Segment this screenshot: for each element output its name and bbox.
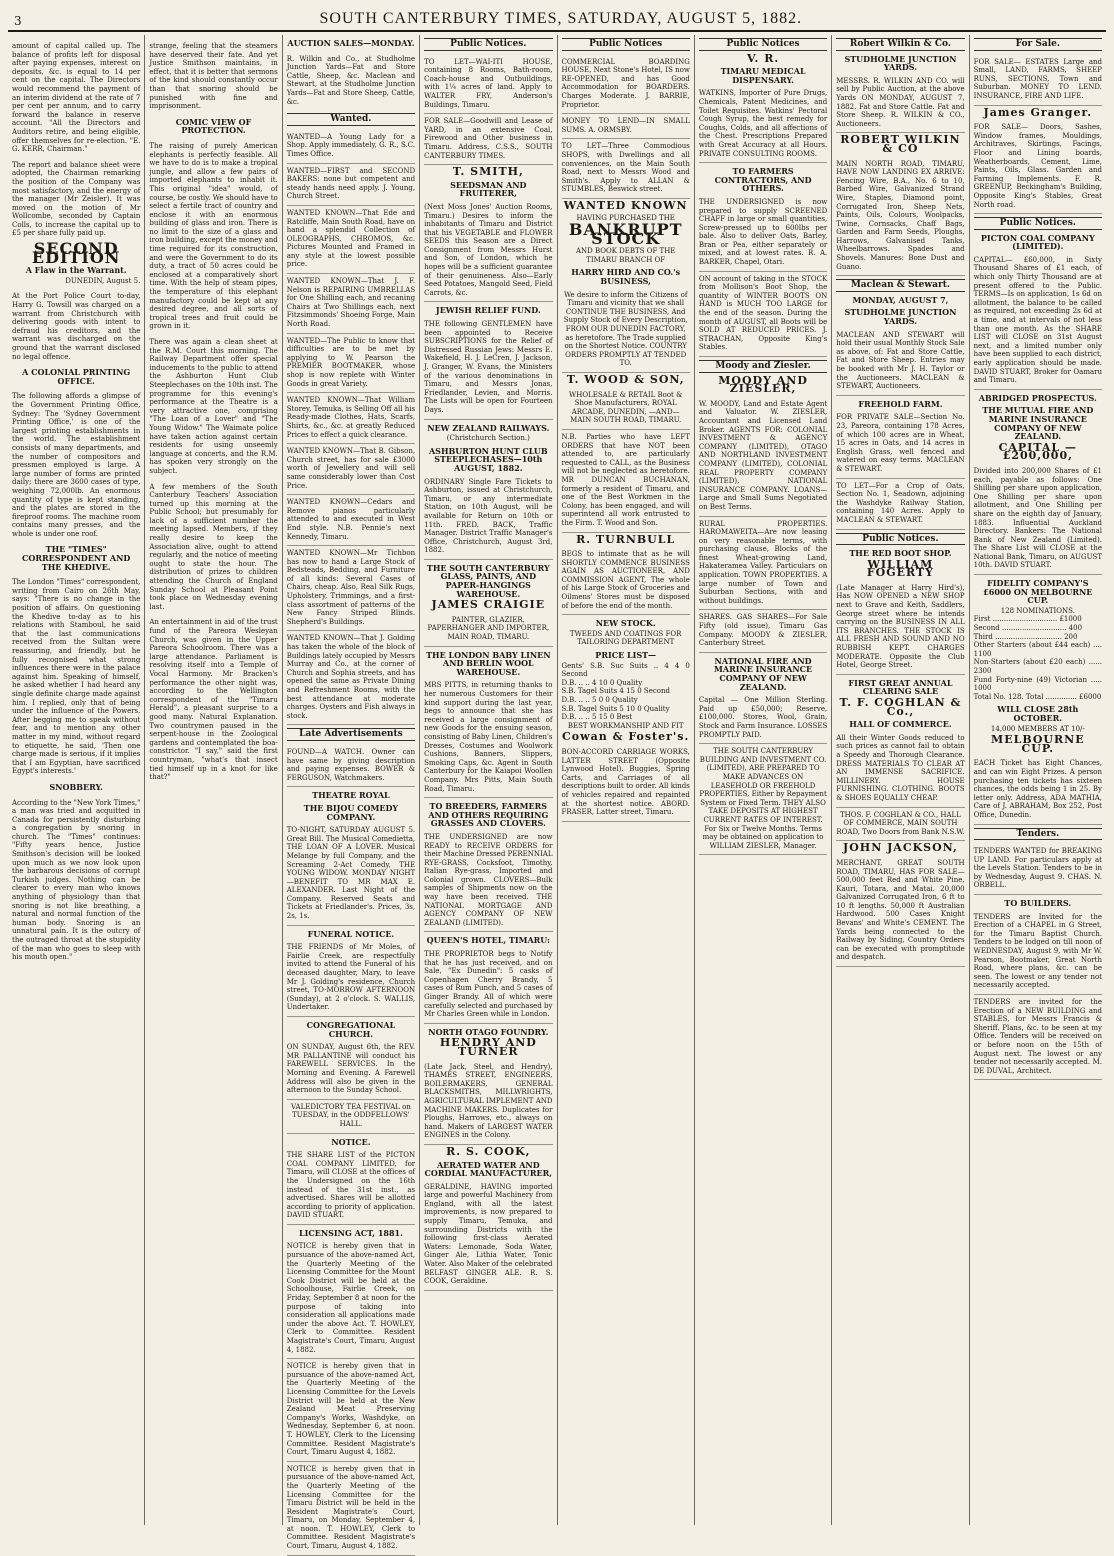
church-heading: CONGREGATIONAL CHURCH.: [306, 1020, 396, 1039]
prize-row: Second ............................. 400: [973, 624, 1083, 633]
yards-heading: STUDHOLME JUNCTION YARDS.: [844, 307, 957, 327]
licensing-heading: LICENSING ACT, 1881.: [299, 1227, 403, 1238]
licensing-notice: NOTICE is hereby given that in pursuance of the above-named Act, the Quarterly Meeting of the Licensing Committee for the Timaru District will be held in the Resident Magistrate's Court, Timaru, on Monday, September 4, at noon. T. HOWLEY, Clerk to Committee. Resident Magistrate's Court, Timaru, August 4, 1882.: [287, 1462, 415, 1556]
firm-name: ROBERT WILKIN & CO: [840, 133, 961, 155]
firm-name: R. S. COOK,: [446, 1144, 531, 1158]
firm-ad: PAINTER, GLAZIER, PAPERHANGER AND IMPORTER, MAIN ROAD, TIMARU.: [424, 613, 552, 647]
notice-heading: NOTICE.: [331, 1136, 371, 1147]
prospectus: CAPITAL— £60,000, in Sixty Thousand Shares of £1 each, of which only Thirty Thousand are at present offered to the Public. TERMS—Is on application, 1s 6d on allotment, the balance to be called as required, not exceeding 2s 6d at a time, and at intervals of not less than one month. As the SHARE LIST will CLOSE on 31st August next, and a limited number only have been supplied to each district, early application should be made. DAVID STUART, Broker for Oamaru and Timaru.: [974, 253, 1102, 390]
newspaper-title: SOUTH CANTERBURY TIMES, SATURDAY, AUGUST 5, 1882.: [319, 10, 803, 27]
royal-cipher: V. R.: [746, 51, 780, 65]
article-text: strange, feeling that the steamers have deserved their fate. And yet Justice Smithson maintains, in effect, that it is better that sermons of the kind should constantly occur than that snoring should be punished with fine and imprisonment.: [149, 42, 278, 111]
column-7: [832, 35, 969, 1525]
article-text: The London "Times" correspondent, writing from Cairo on 26th May, says: "There is no change in the position of affairs. On questioning the Khedive to-day as to his relations with Stamboul, he said that the last communications received from the Sultan were reassuring, and friendly, but he fully recognised what strong influences there were in the palace against him. Speaking of himself, he asked whether I had heard any single definite charge made against him. I replied, only that of being under the influence of the Powers. After begging me to speak without fear, and to mention any other matter in my mind, without regard to etiquette, he said, 'Then one charge made is serious, if it implies that I am Egyptian, have sacrificed Egypt's interests.': [12, 578, 141, 776]
section-heading: Public Notices.: [974, 217, 1102, 230]
purchase-line: HAVING PURCHASED THE: [576, 213, 675, 222]
firm-ad: We desire to inform the Citizens of Timaru and vicinity that we shall CONTINUE THE BUSINESS, And Supply Stock of Every Description, FROM OUR DUNEDIN FACTORY, as heretofore. The Trade supplied on the Shortest Notice. COUNTRY ORDERS PROMPTLY AT TENDED TO.: [562, 288, 690, 373]
firm-note: N.B. Parties who have LEFT ORDERS that have NOT been attended to, are particularly requested to CALL, as the Business will not be neglected as heretofore. MR DUNCAN BUCHANAN, formerly a resident of Timaru, and one of the Best Workmen in the Colony, has been engaged, and will superintend all work entrusted to the Firm. T. Wood and Son.: [562, 430, 690, 533]
debts-line: AND BOOK DEBTS OF THE TIMARU BRANCH OF: [575, 247, 676, 264]
prize-row: Other Starters (about £44 each) .... 1100: [973, 641, 1102, 658]
price-row: D.B. .. .. 4 10 0 Quality: [561, 678, 643, 687]
firm-name: T. WOOD & SON,: [566, 373, 685, 386]
article-text: amount of capital called up. The balance of profits left for disposal after paying expenses, interest on deposits, &c. is equal to 14 per cent on the capital. The Directors would recommend the payment of an interim dividend at the rate of 7 per cent per annum, and to carry forward the balance in reserve account. "All the Directors and Auditors retire, and being eligible, offer themselves for re-election. "E. G. KERR, Chairman.": [12, 42, 141, 154]
licensing-notice: NOTICE is hereby given that in pursuance of the above-named Act, the Quarterly Meeting of the Licensing Committee for the Mount Cook District will be held at the Schoolhouse, Fairlie Creek, on Friday, September 8 at noon for the purpose of taking into consideration all applications made under the above Act. T. HOWLEY, Clerk to Committee. Resident Magistrate's Court, Timaru, August 4, 1882.: [287, 1239, 415, 1359]
classified-ad: COMMERCIAL BOARDING HOUSE, Next Stone's Hotel, IS now RE-OPENED, and has Good Accommodation for BOARDERS. Charges Moderate. J. BARRIE, Proprietor.: [562, 55, 690, 115]
classified-ad: FOUND—A WATCH. Owner can have same by giving description and paying expenses. BOWER & FERGUSON, Watchmakers.: [287, 745, 415, 787]
section-heading: Tenders.: [974, 828, 1102, 841]
shares-ad: SHARES. GAS SHARES—For Sale Fifty (old issue), Timaru Gas Company. MOODY & ZIESLER, Canterbury Street.: [699, 610, 827, 652]
firm-ad: GERALDINE, HAVING imported large and powerful Machinery from England, with all the latest improvements, is now prepared to supply Timaru, Temuka, and surrounding Districts with the following first-class Aerated Waters: Lemonade, Soda Water, Ginger Ale, Lithia Water, Tonic Water. Also Maker of the celebrated BELFAST GINGER ALE. R. S. COOK, Geraldine.: [424, 1180, 552, 1291]
firm-address: THOS. F. COGHLAN & CO., HALL OF COMMERCE, MAIN SOUTH ROAD, Two Doors from Bank N.S.W.: [836, 808, 964, 842]
boots-ad: ON account of taking in the STOCK from Mollison's Boot Shop, the quantity of WINTER BOOTS ON HAND is MUCH TOO LARGE for the end of the season. During the month of AUGUST, all Boots will be SOLD AT REDUCED PRICES. J. STRACHAN, Opposite King's Stables.: [699, 272, 827, 357]
article-heading: A COLONIAL PRINTING OFFICE.: [22, 367, 131, 386]
firm-trade: AERATED WATER AND CORDIAL MANUFACTURER,: [424, 1159, 553, 1179]
section-heading: Public Notices: [562, 38, 690, 51]
railway-notice: ORDINARY Single Fare Tickets to Ashburton, issued at Christchurch, Timaru, or any intermediate Station, on 10th August, will be available for Return on 10th or 11th. FRED. BACK, Traffic Manager. District Traffic Manager's Office, Christchurch, August 3rd, 1882.: [424, 475, 552, 560]
seed-ad: THE UNDERSIGNED are now READY to RECEIVE ORDERS for their Machine Dressed PERENNIAL RYE-GRASS, Cocksfoot, Timothy, Italian Rye-grass, Imported and Colonial grown. CLOVERS—Bulk samples of Shipments now on the way have been received. THE NATIONAL MORTGAGE AND AGENCY COMPANY OF NEW ZEALAND (LIMITED).: [424, 830, 552, 933]
firm-name: Cowan & Foster's.: [562, 730, 690, 744]
classified-ad: WANTED KNOWN—That Ede and Ratcliffe, Main South Road, have on hand a splendid Collection of OLEOGRAPHS, CHROMOS, &c. Pictures Mounted and Framed in any style at the lowest possible price.: [287, 206, 415, 274]
classified-ad: WANTED KNOWN—That J. F. Nelson is REPAIRING UMBRELLAS for One Shilling each, and recaning Chairs at Two Shillings each, next Fitzsimmonds' Shoeing Forge, Main North Road.: [287, 274, 415, 334]
hotel-ad: THE PROPRIETOR begs to Notify that he has just received, and on Sale, "Ex Dunedin": 5 casks of Copenhagen Cherry Brandy, 5 cases of Rum Punch, and 5 cases of Ginger Brandy. All of which were carefully selected and purchased by Mr Charles Green while in London.: [424, 947, 552, 1024]
building-society-ad: THE SOUTH CANTERBURY BUILDING AND INVESTMENT CO. (LIMITED), ARE PREPARED TO MAKE ADVANCES ON LEASEHOLD OR FREEHOLD PROPERTIES, Either by Repayment System or Fixed Term. THEY ALSO TAKE DEPOSITS AT HIGHEST CURRENT RATES OF INTEREST. For Six or Twelve Months. Terms may be obtained on application to WILLIAM ZIESLER, Manager.: [699, 744, 827, 855]
dispensary-heading: TIMARU MEDICAL DISPENSARY.: [720, 66, 806, 85]
columns: [8, 35, 1106, 1551]
prize-row: Non-Starters (about £20 each) ...... 2300: [973, 658, 1102, 675]
estate-ad: FOR SALE— ESTATES Large and Small, LAND, FARMS, SHEEP RUNS, SECTIONS, Town and Suburban. MONEY TO LEND. INSURANCE, FIRE AND LIFE.: [974, 55, 1102, 106]
property-ad: RURAL PROPERTIES. HAROMAWEITA—Are now leasing on very reasonable terms, with purchasing clause, Blocks of the finest Wheat-growing Land, Hakateramea Valley. Particulars on application. TOWN PROPERTIES. A large number of Town and Suburban Sections, with and without buildings.: [699, 517, 827, 611]
section-heading: AUCTION SALES—MONDAY.: [287, 38, 415, 48]
classified-ad: TO LET—WAI-ITI HOUSE, containing 8 Rooms, Bath-room, Coach-house and Outbuildings, with 1¼ acres of land. Apply to WALTER FRY, Anderson's Buildings, Timaru.: [424, 55, 552, 115]
section-heading: Moody and Ziesler.: [699, 360, 827, 373]
notice-heading: JEWISH RELIEF FUND.: [435, 305, 541, 316]
members-line: 14,000 MEMBERS AT 10/-: [990, 724, 1085, 733]
price-row: S.B. Tagel Suits 5 10 0 Quality: [561, 704, 670, 713]
firm-name: James Granger.: [983, 105, 1093, 119]
theatre-ad: TO-NIGHT, SATURDAY AUGUST 5. Great Bill. The Musical Comedietta, THE LOAN OF A LOVER. Musical Melange by full Company, and the Screaming 2-Act Comedy, THE YOUNG WIDOW. MONDAY NIGHT—BENEFIT TO MR MAX E. ALEXANDER. Last Night of the Company. Reserved Seats and Tickets at Friedlander's. Prices, 3s, 2s, 1s.: [287, 823, 415, 926]
church-notice: ON SUNDAY, August 6th, the REV. MR PALLANTINE will conduct his FAREWELL SERVICES. In the Morning and Evening. A Farewell Address will also be given in the afternoon to the Sunday School.: [287, 1040, 415, 1100]
firm-name: JOHN JACKSON,: [843, 841, 958, 855]
article-text: The raising of purely American elephants is perfectly feasible. All we have to do is to make a tropical jungle, and allow a few pairs of imported elephants to inhabit it. This original "idea" would, of course, be costly. We should have to select a fertile tract of country and enclose it with an enormous building of glass and iron. There is no limit to the size of a glass and iron building, except the money and time required for its construction, and were the Government to do its duty, a tract of 50 acres could be enclosed at a comparatively short time. With the help of steam pipes, the temperature of this elephant manufactory could be kept at any desired degree, and all sorts of tropical trees and fruit could be grown in it.: [149, 141, 278, 331]
tender-heading: TO BUILDERS.: [1004, 898, 1072, 909]
column-5: [558, 35, 695, 1525]
relief-notice: THE following GENTLEMEN have been appointed to Receive SUBSCRIPTIONS for the Relief of Distressed Russian Jews: Messrs E. Wakefield, H. J. LeCren, J. Jackson, J. Granger, W. Evans, the Ministers of the various denominations in Timaru, and Messrs Jonas, Friedlander, Levien, and Morris. The Lists will be open for Fourteen Days.: [424, 317, 552, 420]
section-heading: Robert Wilkin & Co.: [836, 38, 964, 51]
hotel-heading: QUEEN'S HOTEL, TIMARU:: [426, 935, 550, 946]
firm-name: MOODY AND ZIESLER,: [718, 373, 808, 396]
sweep-heading: FIDELITY COMPANY'S £6000 ON MELBOURNE CUP.: [983, 578, 1093, 606]
foundry-heading: NORTH OTAGO FOUNDRY.: [428, 1026, 549, 1037]
classified-ad: TO LET—Three Commodious SHOPS, with Dwellings and all conveniences, on the Main South Road, next to Messrs Wood and Smith's. Apply to ALLAN & STUMBLES, Beswick street.: [562, 139, 690, 199]
prospectus-heading: ABRIDGED PROSPECTUS.: [978, 392, 1097, 403]
firm-ad: BEGS to intimate that as he will SHORTLY COMMENCE BUSINESS AGAIN AS AUCTIONEER, AND COMMISSION AGENT, The whole of his Large Stock of Groceries and Oilmens' Stores must be disposed of before the end of the month.: [562, 547, 690, 615]
classified-ad: MONEY TO LEND—IN SMALL SUMS. A. ORMSBY.: [562, 114, 690, 139]
article-text: An entertainment in aid of the trust fund of the Pareora Wesleyan Church, was given in the Upper Pareora Schoolroom. There was a large attendance. Parliament is resolving itself into a Temple of Vocal Harmony. Mr Bracken's performance the other night was, according to the Wellington correspondent of the "Timaru Herald", a pleasant surprise to a good many. Natural Explanation. Two countrymen paused in the serpent-house in the Zoological gardens and contemplated the boa-constrictor. "I say," said the first countryman, "what's that insect tied himself up in a knot for like that?": [149, 618, 278, 782]
article-text: The following affords a glimpse of the Government Printing Office, Sydney: The 'Sydney Government Printing Office,' is one of the largest printing establishments in the world. The establishment consists of many departments, and the number of compositors and pressmen employed is large. A large number of forms are printed daily; there are 3600 cases of type, weighing 72,000lb. An enormous quantity of type is kept standing, and the plates are stored in the fireproof rooms. The machine room contains many presses, and the whole is under one roof.: [12, 392, 141, 538]
farm-heading: FREEHOLD FARM.: [858, 398, 943, 409]
yards-heading: STUDHOLME JUNCTION YARDS.: [844, 53, 957, 73]
article-text: R. Wilkin and Co., at Studholme Junction Yards—Fat and Store Cattle, Sheep, &c. Maclean and Stewart, at the Studholme Junction Yards—Fat and Store Sheep, Cattle, &c.: [286, 54, 416, 106]
firm-name: T. F. COGHLAN & Co.,: [839, 696, 962, 718]
timber-ad: MERCHANT, GREAT SOUTH ROAD, TIMARU, HAS FOR SALE—500,000 feet Red and White Pine, Kauri, Totara, and Matai. 20,000 Galvanized Corrugated Iron, 6 ft to 10 ft lengths. 50,000 ft Australian Hardwood. 500 Cases Knight Bevans' and White's CEMENT. The Yards being connected to the Railway by Siding, Country Orders can be executed with promptitude and despatch.: [836, 856, 964, 967]
funeral-notice: THE FRIENDS of Mr Moles, of Fairlie Creek, are respectfully invited to attend the Funeral of his deceased daughter, Mary, to leave Mr J. Golding's residence, Church street, TO-MORROW AFTERNOON (Sunday), at 2 o'clock. S. WALLIS, Undertaker.: [287, 940, 415, 1017]
masthead: [8, 6, 1106, 32]
warehouse-heading: THE SOUTH CANTERBURY GLASS, PAINTS, AND PAPER-HANGINGS WAREHOUSE.: [426, 562, 550, 599]
prize-row: Fund Forty-nine (49) Victorian ..... 1000: [973, 675, 1102, 693]
tender-ad: TENDERS are invited for the Erection of a NEW BUILDING and STABLES, for Messrs Francis & Sheriff. Plans, &c. to be seen at my Office. Tenders will be received on or before noon on the 15th of August next. The lowest or any tender not necessarily accepted. M. DE DUVAL, Architect.: [974, 995, 1102, 1080]
insurance-ad: Capital — One Million Sterling. Paid up £50,000; Reserve, £100,000. Stores, Wool, Grain, Stock and Farm Insurance. LOSSES PROMPTLY PAID.: [699, 693, 827, 744]
sweep-title: MELBOURNE CUP.: [991, 733, 1085, 755]
shop-ad: MRS PITTS, in returning thanks to her numerous Customers for their kind support during the last year, begs to announce that she has received a large consignment of new Goods for the ensuing season, consisting of Baby Linen, Children's Dresses, Costumes and Woolwork Cushions, Banners, Slippers, Smoking Caps, &c. Agent in South Canterbury for the Kaiapoi Woollen Company. Mrs Pitts, Main South Road, Timaru.: [424, 678, 552, 798]
railway-subheading: (Christchurch Section.): [446, 434, 530, 443]
classified-ad: WANTED—FIRST and SECOND BAKERS: none but competent and steady hands need apply. J. Young, Church Street.: [287, 164, 415, 206]
firm-trade: SEEDSMAN AND FRUITERER,: [450, 179, 527, 199]
prize-row: Total No. 128. Total .............. £6000: [973, 692, 1102, 701]
bankrupt-stock-heading: BANKRUPT STOCK: [568, 220, 683, 248]
classified-ad: WANTED—A Young Lady for a Shop. Apply immediately, G. R., S.C. Times Office.: [287, 130, 415, 164]
classified-ad: WANTED KNOWN—Cedars and Remove pianos particularly attended to and executed in West End style. N.B. Pennie's next Kennedy, Timaru.: [287, 495, 415, 546]
firm-ad: WHOLESALE & RETAIL Boot & Shoe Manufacturers, ROYAL ARCADE, DUNEDIN, —AND— MAIN SOUTH ROAD, TIMARU.: [562, 388, 690, 430]
section-heading: Public Notices: [699, 38, 827, 51]
firm-name: HARRY HIRD AND CO.'s BUSINESS,: [571, 267, 681, 287]
firm-ad: W. MOODY, Land and Estate Agent and Valuator. W. ZIESLER, Accountant and Licensed Land Broker. AGENTS FOR: COLONIAL INVESTMENT & AGENCY COMPANY (LIMITED), OTAGO AND NORTHLAND INVESTMENT COMPANY (LIMITED), COLONIAL REAL PROPERTY COMPANY (LIMITED), NATIONAL INSURANCE COMPANY. LOANS—Large and Small Sums Negotiated on Best Terms.: [699, 397, 827, 517]
theatre-heading: THEATRE ROYAL: [312, 790, 390, 801]
price-row: D.B. .. .. 5 15 0 Best: [561, 713, 633, 722]
prospectus: Divided into 200,000 Shares of £1 each, payable as follows: One Shilling per share upon application, One Shilling per share upon allotment, and One Shilling per share on the eighth day of January, 1883. Influential Auckland Directory. Bankers: The National Bank of New Zealand (Limited). The Share List will CLOSE at the National Bank, Timaru, on AUGUST 10th. DAVID STUART.: [974, 464, 1102, 575]
column-1: [8, 35, 145, 1525]
article-text: A few members of the South Canterbury Teachers' Association turned up this morning at the Public School; but presumably for lack of a sufficient number the meeting lapsed. Members, if they really desire to keep the Association alive, ought to attend regularly, and the notice of meeting ought to state the hour. The distribution of prizes to children attending the Church of England Sunday School at Pleasant Point took place on Wednesday evening last.: [149, 482, 278, 611]
firm-name: T. SMITH,: [452, 165, 524, 179]
classified-ad: WANTED KNOWN—That B. Gibson, Church street, has for sale £3000 worth of Jewellery and will sell same considerably lower than Cost Price.: [287, 444, 415, 495]
section-heading: Wanted.: [287, 113, 415, 126]
firm-name: HENDRY AND TURNER: [439, 1036, 537, 1058]
funeral-heading: FUNERAL NOTICE.: [307, 928, 395, 939]
warehouse-heading: THE LONDON BABY LINEN AND BERLIN WOOL WAREHOUSE.: [426, 649, 551, 677]
column-8: [970, 35, 1106, 1525]
classified-ad: WANTED KNOWN—That J. Golding has taken the whole of the block of Buildings lately occupied by Messrs Murray and Co., at the corner of Church and Sophia streets, and has opened the same as Private Dining and Refreshment Rooms, with the best attendance at moderate charges. Oysters and Fish always in stock.: [287, 631, 415, 725]
dispensary-ad: WATKINS, Importer of Pure Drugs, Chemicals, Patent Medicines, and Toilet Requisites. Watkins' Pectoral Cough Syrup, the best remedy for Coughs, Colds, and all affections of the Chest. Prescriptions Prepared with Great Accuracy at all Hours. PRIVATE CONSULTING ROOMS.: [699, 86, 827, 163]
firm-ad: MAIN NORTH ROAD, TIMARU, HAVE NOW LANDING EX ARRIVE: Fencing Wire, B.A., No. 6 to 10, Barbed Wire, Galvanized Strand Wire, Staples, Diamond point, Corrugated Iron, Sheep Nets, Paints, Oils, Colours, Woolpacks, Twine, Cornsacks, Chaff Bags, Garden and Farm Seeds, Ploughs, Harrows, Galvanised Tanks, Wheelbarrows. Spades and Shovels. Manures: Bone Dust and Guano.: [836, 157, 964, 277]
section-heading: Maclean & Stewart.: [836, 279, 964, 292]
auction-ad: MESSRS. R. WILKIN AND CO. will sell by Public Auction, at the above Yards ON MONDAY, AUGUST 7, 1882. Fat and Store Cattle. Fat and Store Sheep. R. WILKIN & CO., Auctioneers.: [836, 74, 964, 134]
shop-heading: THE RED BOOT SHOP.: [849, 548, 952, 559]
stock-heading: NEW STOCK.: [595, 618, 656, 629]
company-heading: THE MUTUAL FIRE AND MARINE INSURANCE COMPANY OF NEW ZEALAND.: [982, 405, 1094, 442]
price-list-heading: PRICE LIST—: [595, 650, 657, 661]
farm-ad: FOR PRIVATE SALE—Section No. 23, Pareora, containing 178 Acres, of which 100 acres are in Wheat, 15 acres in Oats, and 14 acres in English Grass, well fenced and watered on easy terms. MACLEAN & STEWART.: [836, 410, 964, 478]
section-heading: Public Notices.: [424, 38, 552, 51]
company-heading: PICTON COAL COMPANY (LIMITED).: [980, 232, 1095, 252]
chaff-ad: THE UNDERSIGNED is now prepared to supply SCREENED CHAFF in large or small quantities, Screw-pressed up to 600lbs per bale. Also to deliver Oats, Barley, Bran or Pea, either separately or mixed, and at lowest rates. R. A. BARKER, Chapel, Otari.: [699, 195, 827, 272]
article-text: The report and balance sheet were adopted, the Chairman remarking the position of the Company was most satisfactory, and the energy of the manager (Mr Zeisler). It was moved on the motion of Mr Wollcombe, seconded by Captain Colls, to increase the capital up to £5 per share fully paid up.: [12, 160, 141, 238]
firm-name: R. TURNBULL: [576, 532, 676, 546]
shop-ad: (Late Manager at Harry Hird's), Has NOW OPENED a NEW SHOP next to Grave and Keith, Saddlers, George street where he intends carrying on the BUSINESS IN ALL ITS BRANCHES. THE STOCK IS ALL FRESH AND SOUND AND NO RUBBISH KEPT. CHARGES MODERATE. Opposite the Club Hotel, George Street.: [836, 581, 964, 675]
article-heading: THE "TIMES" CORRESPONDENT AND THE KHEDIVE.: [22, 544, 131, 572]
article-heading: SNOBBERY.: [49, 781, 103, 792]
firm-name: WILLIAM FOGERTY: [866, 557, 935, 580]
section-heading: For Sale.: [974, 38, 1102, 51]
classified-ad: WANTED KNOWN—That William Storey, Temuka, is Selling Off all his Ready-made Clothes, Hats, Scarfs, Shirts, &c., &c. at greatly Reduced Prices to effect a quick clearance.: [287, 393, 415, 444]
notice-heading: TO FARMERS CONTRACTORS, AND OTHERS.: [714, 166, 812, 194]
insurance-heading: NATIONAL FIRE AND MARINE INSURANCE COMPANY OF NEW ZEALAND.: [714, 655, 813, 692]
page-number: 3: [14, 14, 22, 28]
share-notice: THE SHARE LIST of the PICTON COAL COMPANY LIMITED, for Timaru, will CLOSE at the offices of the Undersigned on the 16th instead of the 31st inst., as advertised. Shares will be allotted according to priority of application. DAVID STUART.: [287, 1148, 415, 1225]
timber-ad: FOR SALE— Doors, Sashes, Window frames, Mouldings, Architraves, Skirtings, Facings, Floor and Lining boards, Weatherboards, Cement, Lime, Paints, Oils, Glass. Garden and Farming Implements. F. R. GREENUP, Beckingham's Building, Opposite King's Stables, Great North road.: [974, 120, 1102, 214]
column-3: [283, 35, 420, 1551]
price-row: Gents' S.B. Suc Suits .. 4 4 0 Second: [561, 661, 690, 679]
prize-row: Third .............................. 200: [973, 632, 1078, 641]
firm-name: JAMES CRAIGIE: [431, 598, 546, 612]
classified-ad: WANTED—The Public to know that difficulties are to be met by applying to W. Pearson the PREMIER BOOTMAKER, whose shop is now replete with Winter Goods in great Variety.: [287, 334, 415, 394]
sale-ad: All their Winter Goods reduced to such prices as cannot fail to obtain a Speedy and Thorough Clearance. DRESS MATERIALS TO CLEAR AT AN IMMENSE SACRIFICE. MILLINERY. HOUSE FURNISHING. CLOTHING. BOOTS & SHOES EQUALLY CHEAP.: [836, 731, 964, 808]
classified-ad: WANTED KNOWN—Mr Tichbon has now to hand a Large Stock of Bedsteads, Bedding, and Furniture of all kinds: Several Cases of Chairs, cheap. Also, Real Silk Rugs, Upholstery, Trimmings, and a first-class assortment of patterns of the New Fancy Striped Blinds. Shepherd's Buildings.: [287, 546, 415, 631]
nominations-line: 128 NOMINATIONS.: [1000, 606, 1075, 615]
wanted-known-heading: WANTED KNOWN: [563, 198, 688, 212]
foundry-ad: (Late Jack, Steel, and Hendry), THAMES STREET, ENGINEERS, BOILERMAKERS, GENERAL BLACKSMITHS, MILLWRIGHTS, AGRICULTURAL IMPLEMENT AND MACHINE MAKERS. Duplicates for Ploughs, Harrows, etc., always on hand. Makers of LARGEST WATER ENGINES in the Colony.: [424, 1060, 552, 1145]
tender-ad: TENDERS are Invited for the Erection of a CHAPEL in G Street, for the Timaru Baptist Church. Tenders to be lodged on till noon of WEDNESDAY, August 9, with Mr W. Pearson, Bootmaker, Great North Road, where plans, &c. can be seen. The lowest or any tender not necessarily accepted.: [974, 910, 1102, 995]
classified-ad: TO LET—For a Crop of Oats, Section No. 1, Seadown, adjoining the Washdyke Railway Station, containing 140 Acres. Apply to MACLEAN & STEWART.: [836, 479, 964, 530]
prize-row: First ............................. £1000: [973, 615, 1082, 624]
price-row: D.B. .. .. 5 0 0 Quality: [561, 696, 638, 704]
tender-ad: TENDERS WANTED for BREAKING UP LAND. For particulars apply at the Levels Station. Tenders to be in by Wednesday, August 9. CHAS. N. ORBELL.: [974, 844, 1102, 895]
price-row: S.B. Tagel Suits 4 15 0 Second: [561, 687, 670, 696]
news-heading: A Flaw in the Warrant.: [25, 265, 127, 276]
firm-ad: (Next Moss Jones' Auction Rooms, Timaru.) Desires to inform the inhabitants of Timaru and District that his VEGETABLE and FLOWER SEEDS this Season are a Direct Consignment from Messrs Hurst and Son, of London, which he hopes will be a sufficient guarantee of their genuineness. Also—Early Seed Potatoes, Mangold Seed, Field Carrots, &c.: [424, 200, 552, 303]
notice-heading: TO BREEDERS, FARMERS AND OTHERS REQUIRING GRASSES AND CLOVERS.: [428, 801, 549, 829]
tailoring-line: TWEEDS AND COATINGS FOR TAILORING DEPARTMENT: [569, 629, 682, 647]
theatre-company: THE BIJOU COMEDY COMPANY.: [303, 802, 399, 822]
firm-subname: HALL OF COMMERCE.: [849, 719, 952, 730]
news-dateline: DUNEDIN, August 5.: [65, 276, 141, 285]
column-2: [145, 35, 282, 1525]
second-edition-heading: SECOND EDITION: [31, 239, 121, 267]
tea-notice: VALEDICTORY TEA FESTIVAL on TUESDAY, in the ODDFELLOWS' HALL.: [287, 1100, 415, 1134]
classified-ad: FOR SALE—Goodwill and Lease of YARD, in an extensive Coal, Firewood and Other business in Timaru. Address, C.S.S., SOUTH CANTERBURY TIMES.: [424, 114, 552, 165]
capital-line: CAPITAL — £200,000,: [998, 440, 1077, 463]
sale-date: MONDAY, AUGUST 7,: [852, 294, 949, 305]
auction-ad: MACLEAN AND STEWART will hold their usual Monthly Stock Sale as above, of: Fat and Store Cattle, Fat and Store Sheep. Entries may be booked with Mr J. H. Taylor or the Auctioneers. MACLEAN & STEWART, Auctioneers.: [836, 328, 964, 396]
licensing-notice: NOTICE is hereby given that in pursuance of the above-named Act, the Quarterly Meeting of the Licensing Committee for the Levels District will be held at the New Zealand Meat Preserving Company's Works, Washdyke, on Wednesday, September 6, at noon. T. HOWLEY, Clerk to the Licensing Committee. Resident Magistrate's Court, Timaru August 4, 1882.: [287, 1359, 415, 1462]
article-text: According to the "New York Times," a man was tried and acquitted in Canada for persistently disturbing a congregation by snoring in church. The "Times" continues: "Fifty years hence, Justice Smithson's decision will be looked upon much as we now look upon the barbarous decisions of corrupt Turkish judges. Nothing can be clearer to every man who knows anything of physiology than that snoring is not like breathing, a natural and normal function of the human body. Snoring is an unnatural pain. It is the outcry of the outraged throat at the stupidity of the man who goes to sleep with his mouth open.": [12, 798, 141, 962]
sweep-ad: EACH Ticket has Eight Chances, and can win Eight Prizes. A person purchasing ten tickets has sixteen chances, the odds being 1 in 25. By letter only. Address, ADA MATHIA, Care of J. ABRAHAM, Box 252, Post Office, Dunedin.: [974, 756, 1102, 824]
railway-title: ASHBURTON HUNT CLUB STEEPLECHASES—10th AUGUST, 1882.: [428, 445, 548, 473]
close-date: WILL CLOSE 28th OCTOBER.: [997, 704, 1079, 723]
article-text: At the Port Police Court to-day, Harry G. Towsill was charged on a warrant from Christchurch with delivering goods with intent to defraud his creditors, and the warrant was discharged on the ground that the warrant disclosed no legal offence.: [12, 292, 141, 361]
article-text: There was again a clean sheet at the R.M. Court this morning. The Railway Department offer special inducements to the public to attend the Ashburton Hunt Club Steeplechases on the 10th inst. The programme for this evening's performance at the Theatre is a very attractive one, comprising "The Loan of a Lover" and "The Young Widow." The Waimate police have taken action against certain residents for using unseemly language at concerts, and the R.M. has spoken very strongly on the subject.: [149, 338, 278, 475]
clearing-sale-heading: FIRST GREAT ANNUAL CLEARING SALE: [848, 677, 953, 697]
column-4: [420, 35, 557, 1525]
railway-heading: NEW ZEALAND RAILWAYS.: [427, 422, 550, 433]
workmanship-line: BEST WORKMANSHIP AND FIT: [567, 721, 684, 730]
article-heading: COMIC VIEW OF PROTECTION.: [175, 116, 252, 136]
section-heading: Public Notices.: [836, 533, 964, 546]
carriage-ad: BON-ACCORD CARRIAGE WORKS, LATTER STREET (Opposite Lynwood Hotel). Buggies, Spring Carts, and Carriages of all descriptions built to order. All kinds of vehicles repaired and repainted at the shortest notice. ABORD. FRASER, Latter street, Timaru.: [562, 745, 690, 822]
section-heading: Late Advertisements: [287, 728, 415, 741]
column-6: [695, 35, 832, 1525]
